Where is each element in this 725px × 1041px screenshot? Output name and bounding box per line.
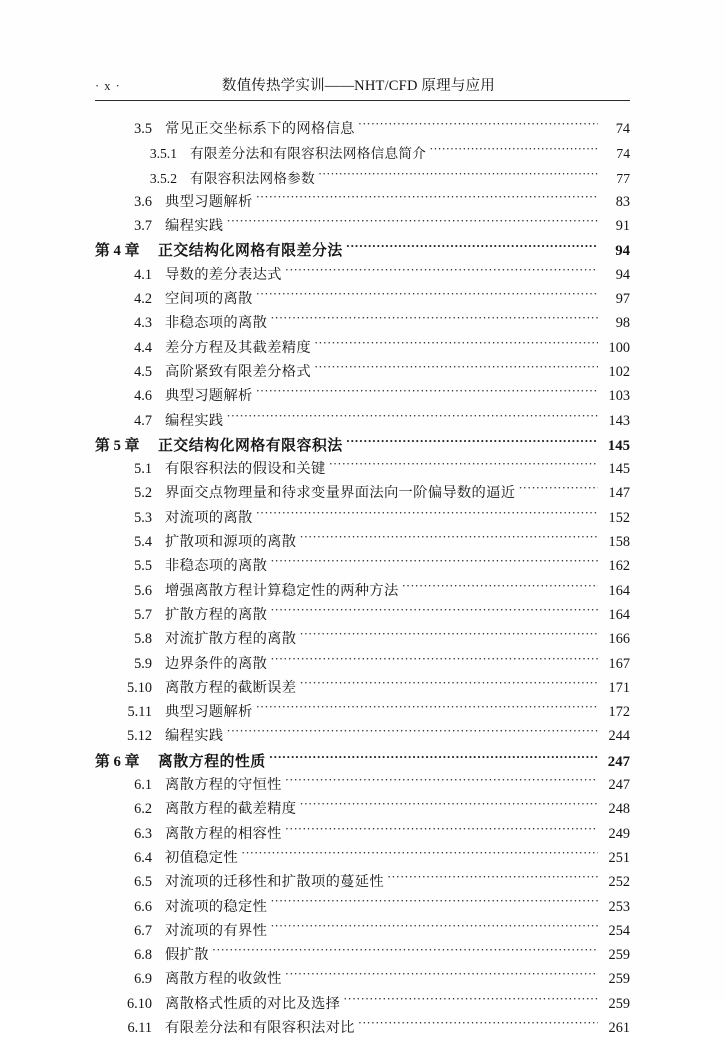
toc-page-number: 77 [616,170,630,186]
toc-entry-row[interactable] [95,677,630,701]
toc-page-number: 100 [608,339,630,356]
toc-page-number: 91 [615,218,630,235]
toc-entry-title: 正交结构化网格有限容积法 [158,437,343,454]
toc-dot-leader [226,216,598,230]
toc-entry-title: 有限差分法和有限容积法网格信息简介 [190,146,427,162]
toc-entry-title: 典型习题解析 [165,704,253,721]
table-of-contents [95,118,630,1041]
toc-entry-number: 6.10 [126,995,152,1012]
toc-entry-number: 4.5 [134,363,152,380]
toc-entry-number: 第 4 章 [95,243,140,260]
toc-entry-number: 4.1 [134,266,152,283]
toc-entry-row[interactable] [95,944,630,968]
toc-dot-leader [226,726,598,740]
toc-entry-row[interactable] [95,604,630,628]
toc-entry-row[interactable] [95,142,630,166]
toc-entry-number: 3.7 [134,218,152,235]
toc-entry-title: 假扩散 [165,947,209,964]
toc-page-number: 247 [608,777,630,794]
toc-entry-number: 6.2 [134,801,152,818]
toc-page-number: 143 [608,412,630,429]
toc-page-number: 145 [608,461,630,478]
toc-entry-row[interactable] [95,920,630,944]
toc-entry-number: 6.7 [134,922,152,939]
toc-dot-leader [346,241,598,256]
toc-entry-title: 典型习题解析 [165,193,253,210]
toc-entry-number: 3.5 [134,121,152,137]
toc-page-number: 98 [615,315,630,332]
header-divider [95,100,630,101]
toc-entry-number: 3.5.2 [149,170,177,186]
toc-entry-title: 离散方程的收敛性 [165,971,282,988]
toc-entry-number: 5.10 [126,679,152,696]
toc-entry-title: 扩散方程的离散 [165,606,268,623]
toc-entry-row[interactable] [95,993,630,1017]
toc-chapter-row[interactable] [95,434,630,458]
toc-entry-title: 离散方程的相容性 [165,825,282,842]
toc-entry-title: 有限容积法网格参数 [190,170,316,186]
toc-page-number: 167 [608,655,630,672]
toc-dot-leader [256,386,598,400]
toc-entry-title: 高阶紧致有限差分格式 [165,363,311,380]
toc-entry-number: 5.7 [134,606,152,623]
toc-page-number: 253 [608,898,630,915]
toc-dot-leader [269,751,598,766]
toc-entry-row[interactable] [95,896,630,920]
toc-page-number: 166 [608,631,630,648]
toc-entry-title: 对流项的迁移性和扩散项的蔓延性 [165,874,384,891]
toc-entry-title: 对流项的有界性 [165,922,268,939]
toc-page-number: 251 [608,849,630,866]
toc-entry-title: 非稳态项的离散 [165,558,268,575]
toc-entry-row[interactable] [95,118,630,142]
toc-dot-leader [270,313,598,327]
toc-entry-number: 6.8 [134,947,152,964]
toc-page-number: 164 [608,582,630,599]
toc-dot-leader [314,337,598,351]
toc-entry-number: 3.6 [134,193,152,210]
toc-page-number: 164 [608,606,630,623]
toc-dot-leader [270,921,598,935]
toc-dot-leader [256,289,598,303]
toc-dot-leader [241,848,598,862]
toc-entry-title: 非稳态项的离散 [165,315,268,332]
toc-page-number: 254 [608,922,630,939]
toc-dot-leader [256,507,598,521]
toc-dot-leader [270,556,598,570]
toc-entry-title: 增强离散方程计算稳定性的两种方法 [165,582,399,599]
toc-dot-leader [358,1018,598,1032]
toc-entry-title: 有限差分法和有限容积法对比 [165,1019,355,1036]
toc-entry-row[interactable] [95,215,630,239]
toc-entry-row[interactable] [95,653,630,677]
toc-dot-leader [343,993,598,1007]
toc-entry-number: 3.5.1 [149,146,177,162]
toc-entry-number: 5.2 [134,485,152,502]
toc-entry-number: 5.6 [134,582,152,599]
toc-entry-number: 5.11 [127,704,152,721]
toc-entry-number: 6.1 [134,777,152,794]
toc-dot-leader [212,945,598,959]
toc-entry-row[interactable] [95,847,630,871]
toc-entry-number: 6.9 [134,971,152,988]
toc-dot-leader [256,702,598,716]
toc-page-number: 247 [607,753,630,770]
toc-page-number: 97 [615,291,630,308]
toc-entry-row[interactable] [95,410,630,434]
toc-entry-row[interactable] [95,968,630,992]
toc-dot-leader [270,605,598,619]
toc-dot-leader [402,580,598,594]
toc-entry-row[interactable] [95,458,630,482]
toc-entry-row[interactable] [95,264,630,288]
toc-dot-leader [226,410,598,424]
toc-dot-leader [329,459,598,473]
toc-page-number: 261 [608,1019,630,1036]
toc-dot-leader [299,799,598,813]
toc-dot-leader [518,483,598,497]
toc-dot-leader [299,532,598,546]
toc-entry-number: 6.4 [134,849,152,866]
toc-entry-number: 5.1 [134,461,152,478]
toc-entry-row[interactable] [95,361,630,385]
toc-entry-title: 正交结构化网格有限差分法 [158,243,343,260]
page-folio: · x · [95,79,121,93]
toc-entry-number: 4.6 [134,388,152,405]
book-title: 数值传热学实训——NHT/CFD 原理与应用 [221,78,495,94]
toc-entry-title: 有限容积法的假设和关键 [165,461,326,478]
toc-entry-row[interactable] [95,531,630,555]
toc-entry-title: 对流项的离散 [165,509,253,526]
toc-dot-leader [429,145,598,159]
toc-entry-title: 编程实践 [165,728,224,745]
running-head [95,74,630,96]
toc-entry-number: 6.3 [134,825,152,842]
toc-entry-row[interactable] [95,337,630,361]
toc-page-number: 158 [608,534,630,551]
toc-page-number: 103 [608,388,630,405]
toc-page-number: 249 [608,825,630,842]
toc-dot-leader [285,264,598,278]
toc-entry-number: 第 5 章 [95,437,140,454]
toc-dot-leader [256,192,598,206]
toc-entry-row[interactable] [95,191,630,215]
toc-entry-row[interactable] [95,507,630,531]
toc-entry-row[interactable] [95,725,630,749]
toc-page-number: 171 [608,679,630,696]
toc-entry-number: 5.3 [134,509,152,526]
toc-page-number: 252 [608,874,630,891]
toc-page-number: 94 [615,243,630,260]
toc-page-number: 259 [608,971,630,988]
toc-dot-leader [285,969,598,983]
toc-entry-title: 典型习题解析 [165,388,253,405]
toc-dot-leader [314,362,598,376]
toc-entry-number: 4.2 [134,291,152,308]
toc-entry-number: 6.11 [127,1019,152,1036]
toc-entry-row[interactable] [95,823,630,847]
toc-entry-row[interactable] [95,628,630,652]
toc-entry-title: 界面交点物理量和待求变量界面法向一阶偏导数的逼近 [165,485,516,502]
toc-page-number: 259 [608,947,630,964]
toc-entry-title: 离散方程的截断误差 [165,679,297,696]
toc-entry-row[interactable] [95,701,630,725]
toc-page-number: 152 [608,509,630,526]
toc-dot-leader [387,872,598,886]
toc-dot-leader [270,653,598,667]
toc-dot-leader [285,823,598,837]
toc-dot-leader [299,678,598,692]
toc-page-number: 94 [615,266,630,283]
toc-entry-row[interactable] [95,312,630,336]
toc-entry-title: 差分方程及其截差精度 [165,339,311,356]
toc-entry-number: 6.6 [134,898,152,915]
toc-dot-leader [285,775,598,789]
toc-dot-leader [270,896,598,910]
toc-entry-title: 离散格式性质的对比及选择 [165,995,341,1012]
toc-entry-number: 5.5 [134,558,152,575]
toc-entry-row[interactable] [95,167,630,191]
toc-entry-number: 4.4 [134,339,152,356]
toc-entry-title: 离散方程的性质 [158,753,266,770]
toc-entry-number: 5.9 [134,655,152,672]
toc-entry-title: 扩散项和源项的离散 [165,534,297,551]
toc-page-number: 248 [608,801,630,818]
toc-entry-number: 5.12 [126,728,152,745]
toc-entry-title: 编程实践 [165,218,224,235]
toc-page-number: 102 [608,363,630,380]
toc-dot-leader [358,119,598,133]
toc-dot-leader [346,435,598,450]
toc-entry-number: 6.5 [134,874,152,891]
toc-entry-title: 离散方程的守恒性 [165,777,282,794]
toc-entry-row[interactable] [95,288,630,312]
toc-entry-row[interactable] [95,798,630,822]
toc-page-number: 74 [616,146,630,162]
toc-chapter-row[interactable] [95,750,630,774]
toc-entry-title: 空间项的离散 [165,291,253,308]
toc-dot-leader [299,629,598,643]
toc-page-number: 162 [608,558,630,575]
toc-entry-title: 编程实践 [165,412,224,429]
toc-entry-title: 对流项的稳定性 [165,898,268,915]
toc-entry-row[interactable] [95,385,630,409]
toc-entry-number: 5.8 [134,631,152,648]
toc-entry-number: 4.7 [134,412,152,429]
toc-page-number: 145 [607,437,630,454]
toc-page-number: 172 [608,704,630,721]
toc-page-number: 259 [608,995,630,1012]
toc-entry-number: 第 6 章 [95,753,140,770]
toc-chapter-row[interactable] [95,239,630,263]
toc-entry-title: 对流扩散方程的离散 [165,631,297,648]
toc-page-number: 74 [615,121,630,137]
toc-page-number: 147 [608,485,630,502]
toc-entry-row[interactable] [95,1017,630,1041]
toc-page-number: 244 [608,728,630,745]
toc-entry-title: 导数的差分表达式 [165,266,282,283]
toc-entry-title: 常见正交坐标系下的网格信息 [165,121,355,137]
toc-entry-title: 边界条件的离散 [165,655,268,672]
toc-dot-leader [318,169,598,183]
toc-entry-row[interactable] [95,555,630,579]
toc-entry-row[interactable] [95,871,630,895]
toc-entry-row[interactable] [95,774,630,798]
toc-entry-title: 离散方程的截差精度 [165,801,297,818]
toc-entry-number: 4.3 [134,315,152,332]
toc-entry-row[interactable] [95,482,630,506]
toc-entry-title: 初值稳定性 [165,849,238,866]
toc-entry-row[interactable] [95,580,630,604]
toc-page-number: 83 [615,193,630,210]
toc-entry-number: 5.4 [134,534,152,551]
